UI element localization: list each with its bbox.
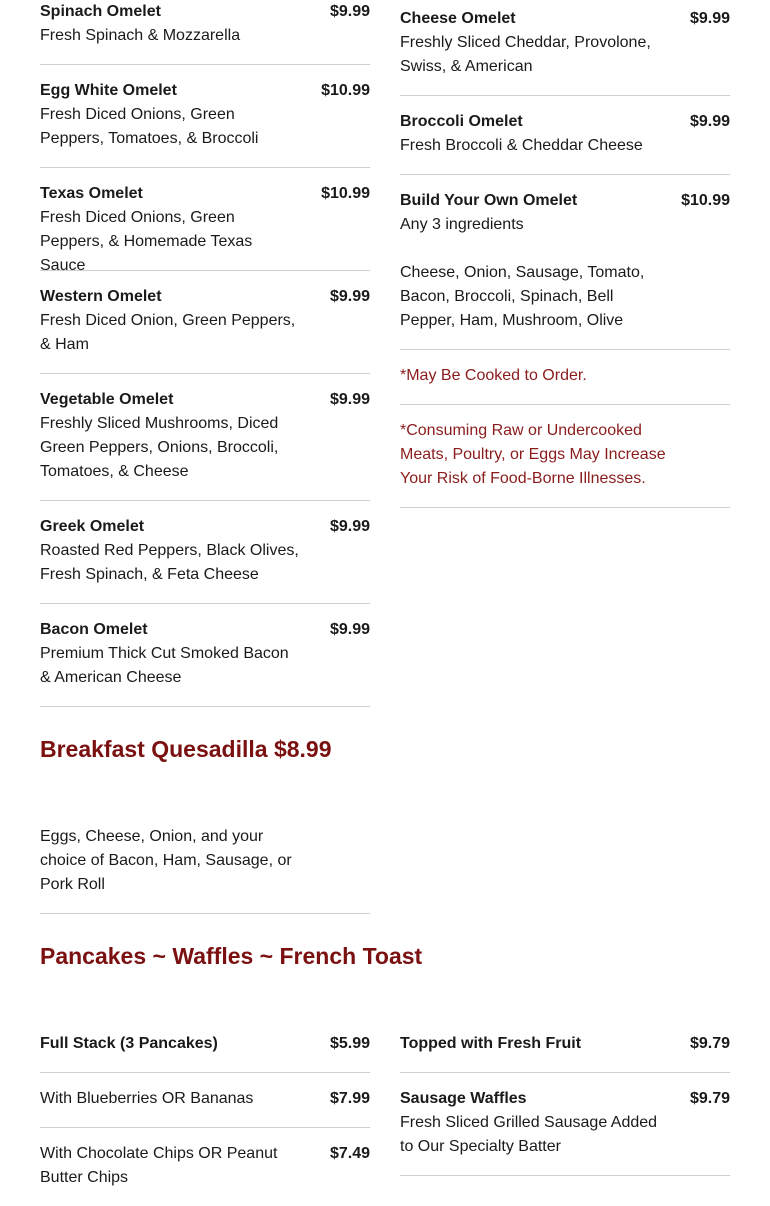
item-name: Western Omelet <box>40 288 162 305</box>
item-price: $9.99 <box>689 10 730 27</box>
item-name: Full Stack (3 Pancakes) <box>40 1035 218 1052</box>
menu-item-egg-white-omelet <box>40 79 370 168</box>
item-price: $5.99 <box>329 1035 370 1052</box>
menu-item-vegetable-omelet <box>40 388 370 501</box>
item-name: Texas Omelet <box>40 185 143 202</box>
item-name: Broccoli Omelet <box>400 113 523 130</box>
pancakes-right-column <box>400 1032 730 1182</box>
item-price: $9.99 <box>689 113 730 130</box>
menu-item-full-stack <box>40 1032 370 1073</box>
item-description: Fresh Diced Onions, Green Peppers, & Homemade Texas Sauce <box>40 209 253 274</box>
item-name: Sausage Waffles <box>400 1090 527 1107</box>
item-price: $9.99 <box>329 288 370 305</box>
menu-item-build-your-own-omelet <box>400 189 730 350</box>
menu-item-greek-omelet <box>40 515 370 604</box>
item-price: $9.79 <box>689 1090 730 1107</box>
item-description: Fresh Broccoli & Cheddar Cheese <box>400 137 643 154</box>
item-name: Topped with Fresh Fruit <box>400 1035 582 1052</box>
item-price: $9.79 <box>689 1035 730 1052</box>
item-price: $9.99 <box>329 518 370 535</box>
item-description: Fresh Spinach & Mozzarella <box>40 27 241 44</box>
item-name: Greek Omelet <box>40 518 145 535</box>
item-description: Roasted Red Peppers, Black Olives, Fresh Spinach, & Feta Cheese <box>40 542 299 583</box>
item-description: Premium Thick Cut Smoked Bacon & American Cheese <box>40 645 289 686</box>
item-price: $7.49 <box>329 1145 370 1162</box>
menu-item-blueberries-bananas <box>40 1087 370 1128</box>
item-name: Cheese Omelet <box>400 10 516 27</box>
menu-item-broccoli-omelet <box>400 110 730 175</box>
item-price: $10.99 <box>681 192 730 209</box>
quesadilla-heading: Breakfast Quesadilla $8.99 <box>40 736 332 762</box>
item-price: $9.99 <box>329 391 370 408</box>
item-price: $10.99 <box>321 185 370 202</box>
menu-item-chocolate-chips <box>40 1142 370 1206</box>
item-description: Fresh Diced Onions, Green Peppers, Tomatoes, & Broccoli <box>40 106 259 147</box>
ingredient-list: Cheese, Onion, Sausage, Tomato, Bacon, Broccoli, Spinach, Bell Pepper, Ham, Mushroom, Olive <box>400 264 645 329</box>
menu-item-cheese-omelet <box>400 7 730 96</box>
item-description: Freshly Sliced Mushrooms, Diced Green Peppers, Onions, Broccoli, Tomatoes, & Cheese <box>40 415 279 480</box>
item-name: With Chocolate Chips OR Peanut Butter Chips <box>40 1145 278 1186</box>
item-name: With Blueberries OR Bananas <box>40 1090 254 1107</box>
item-price: $10.99 <box>321 82 370 99</box>
item-price: $7.99 <box>329 1090 370 1107</box>
warning-text: *Consuming Raw or Undercooked Meats, Poultry, or Eggs May Increase Your Risk of Food-Borne Illnesses. <box>400 422 666 487</box>
food-safety-warning <box>400 419 730 508</box>
menu-item-topped-fresh-fruit <box>400 1032 730 1073</box>
quesadilla-description-block <box>40 825 370 914</box>
menu-item-sausage-waffles <box>400 1087 730 1176</box>
item-description: Freshly Sliced Cheddar, Provolone, Swiss, & American <box>400 34 651 75</box>
item-description: Any 3 ingredients <box>400 216 524 233</box>
quesadilla-description: Eggs, Cheese, Onion, and your choice of Bacon, Ham, Sausage, or Pork Roll <box>40 828 292 893</box>
item-price: $9.99 <box>329 3 370 20</box>
pancakes-left-column <box>40 1032 370 1186</box>
item-name: Spinach Omelet <box>40 3 161 20</box>
note-text: *May Be Cooked to Order. <box>400 367 587 384</box>
menu-item-texas-omelet <box>40 182 370 274</box>
omelets-right-column <box>400 7 730 517</box>
menu-item-bacon-omelet <box>40 618 370 707</box>
item-name: Vegetable Omelet <box>40 391 174 408</box>
item-name: Egg White Omelet <box>40 82 177 99</box>
omelets-left-column <box>40 0 370 720</box>
item-description: Fresh Sliced Grilled Sausage Added to Our Specialty Batter <box>400 1114 658 1155</box>
item-name: Bacon Omelet <box>40 621 148 638</box>
menu-item-western-omelet <box>40 285 370 374</box>
item-name: Build Your Own Omelet <box>400 192 578 209</box>
cooked-to-order-note <box>400 364 730 405</box>
item-description: Fresh Diced Onion, Green Peppers, & Ham <box>40 312 296 353</box>
menu-item-spinach-omelet <box>40 0 370 65</box>
item-price: $9.99 <box>329 621 370 638</box>
pancakes-heading: Pancakes ~ Waffles ~ French Toast <box>40 943 423 969</box>
